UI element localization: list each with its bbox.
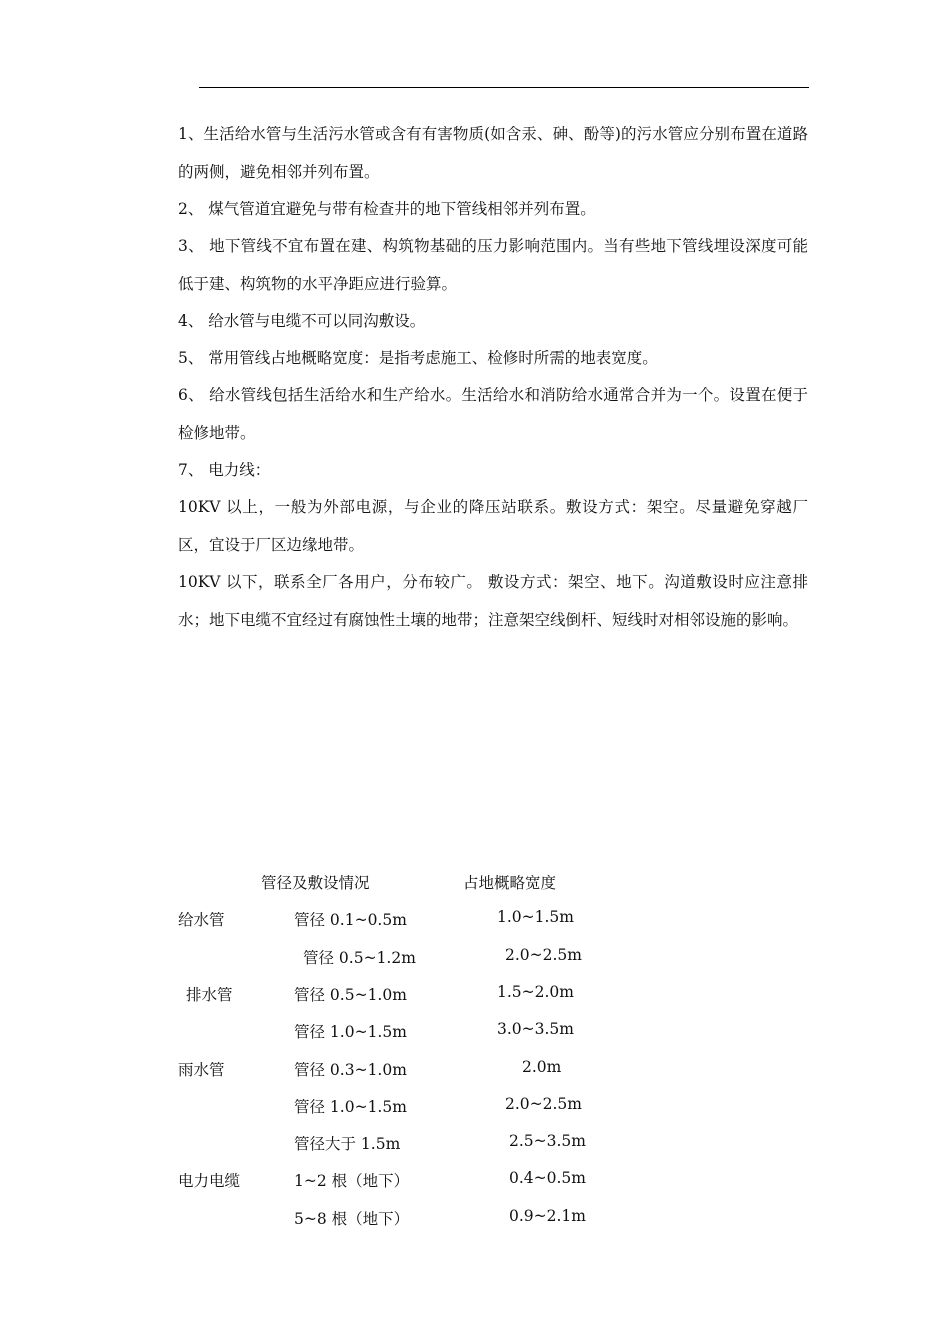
- paragraph-5: 5、 常用管线占地概略宽度：是指考虑施工、检修时所需的地表宽度。: [178, 349, 658, 367]
- table-row-spec: 1~2 根（地下）: [294, 1172, 410, 1190]
- paragraph-2: 2、 煤气管道宜避免与带有检查井的地下管线相邻并列布置。: [178, 200, 596, 218]
- table-row-width: 1.0~1.5m: [497, 908, 574, 926]
- paragraph-4: 4、 给水管与电缆不可以同沟敷设。: [178, 312, 426, 330]
- table-row-spec: 管径 0.5~1.0m: [294, 986, 407, 1004]
- table-row-category: 排水管: [186, 986, 233, 1004]
- table-row-spec: 管径 1.0~1.5m: [294, 1098, 407, 1116]
- table-row-width: 0.9~2.1m: [509, 1207, 586, 1225]
- table-row-category: 雨水管: [178, 1061, 225, 1079]
- table-row-spec: 管径 0.5~1.2m: [303, 949, 416, 967]
- table-row-width: 2.0~2.5m: [505, 1095, 582, 1113]
- table-row-width: 0.4~0.5m: [509, 1169, 586, 1187]
- table-row-width: 1.5~2.0m: [497, 983, 574, 1001]
- table-row-spec: 管径大于 1.5m: [294, 1135, 401, 1153]
- table-row-spec: 管径 1.0~1.5m: [294, 1023, 407, 1041]
- table-header-width: 占地概略宽度: [463, 874, 557, 892]
- table-row-spec: 管径 0.1~0.5m: [294, 911, 407, 929]
- table-row-width: 3.0~3.5m: [497, 1020, 574, 1038]
- table-row-width: 2.5~3.5m: [509, 1132, 586, 1150]
- table-row-category: 给水管: [178, 911, 225, 929]
- table-row-category: 电力电缆: [178, 1172, 241, 1190]
- paragraph-1: 1、生活给水管与生活污水管或含有有害物质(如含汞、砷、酚等)的污水管应分别布置在道路的两侧，避免相邻并列布置。: [178, 125, 808, 181]
- paragraph-8: 10KV 以上，一般为外部电源，与企业的降压站联系。敷设方式：架空。尽量避免穿越厂区，宜设于厂区边缘地带。: [178, 498, 808, 554]
- table-row-width: 2.0m: [522, 1058, 562, 1076]
- table-row-spec: 管径 0.3~1.0m: [294, 1061, 407, 1079]
- paragraph-9: 10KV 以下，联系全厂各用户，分布较广。 敷设方式：架空、地下。沟道敷设时应注意排水；地下电缆不宜经过有腐蚀性土壤的地带；注意架空线倒杆、短线时对相邻设施的影响。: [178, 573, 808, 629]
- table-header-spec: 管径及敷设情况: [261, 874, 370, 892]
- header-rule: [199, 87, 809, 88]
- table-row-spec: 5~8 根（地下）: [294, 1210, 410, 1228]
- paragraph-3: 3、 地下管线不宜布置在建、构筑物基础的压力影响范围内。当有些地下管线埋设深度可能低于建、构筑物的水平净距应进行验算。: [178, 237, 808, 293]
- paragraph-7: 7、 电力线：: [178, 461, 271, 479]
- table-row-width: 2.0~2.5m: [505, 946, 582, 964]
- paragraph-6: 6、 给水管线包括生活给水和生产给水。生活给水和消防给水通常合并为一个。设置在便于检修地带。: [178, 386, 808, 442]
